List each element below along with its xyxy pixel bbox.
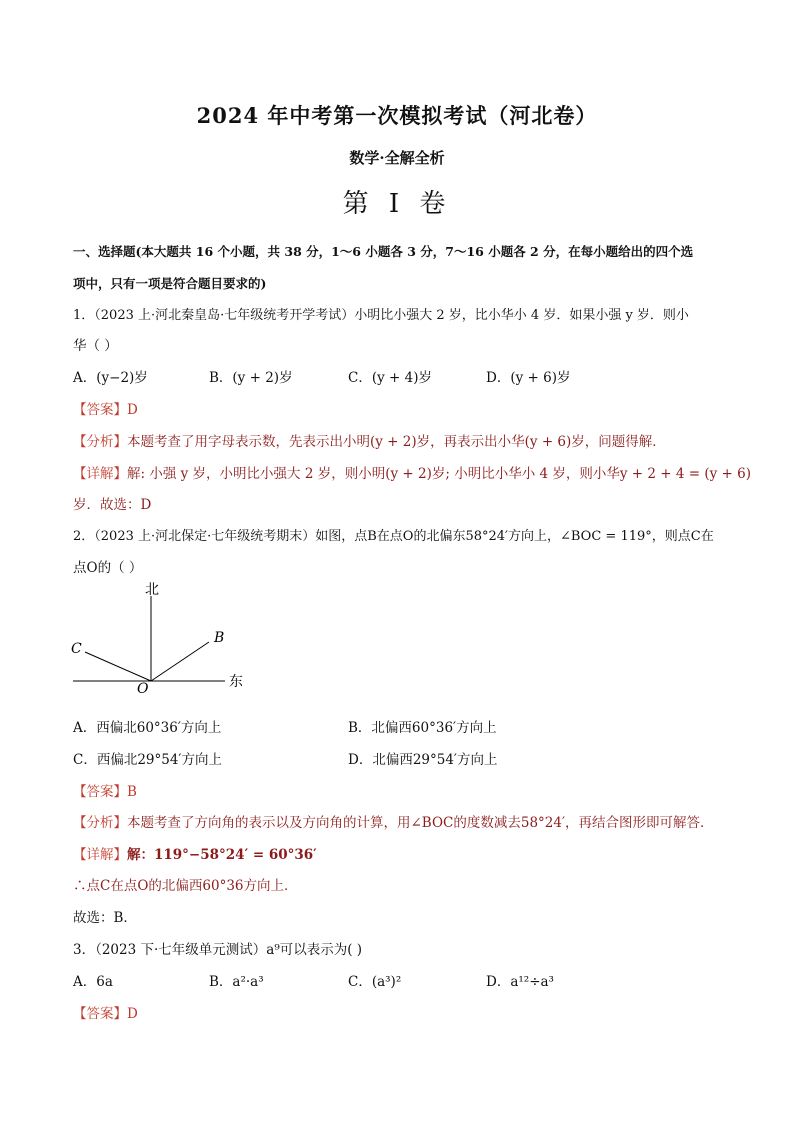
q3-option-d: D．a¹²÷a³	[486, 974, 554, 990]
section-instructions-line2: 项中，只有一项是符合题目要求的)	[73, 276, 267, 291]
q2-stem-line1: 2．（2023 上·河北保定·七年级统考期末）如图，点B在点O的北偏东58°24′方向上，∠BOC = 119°，则点C在	[73, 529, 714, 544]
q2-option-c: C．西偏北29°54′方向上	[73, 752, 223, 768]
document-subtitle: 数学·全解全析	[349, 149, 445, 167]
q2-stem-line2: 点O的（ ）	[73, 560, 143, 576]
east-label: 东	[229, 674, 243, 690]
section-instructions-line1: 一、选择题(本大题共 16 个小题，共 38 分，1～6 小题各 3 分，7～16 小题各 2 分，在每小题给出的四个选	[73, 244, 694, 259]
q3-option-a: A．6a	[73, 974, 113, 990]
q2-option-a: A．西偏北60°36′方向上	[73, 720, 222, 736]
q1-option-a: A．(y−2)岁	[73, 370, 148, 386]
q1-stem-line2: 华（ ）	[73, 338, 118, 354]
detail-text: 解: 小强 y 岁，小明比小强大 2 岁，则小明(y + 2)岁; 小明比小华小 4 岁，则小华y + 2 + 4 = (y + 6)	[127, 466, 752, 482]
q3-answer	[73, 1002, 138, 1022]
q1-answer	[73, 398, 138, 418]
answer-tag: 【答案】	[73, 1006, 127, 1022]
document-title: 2024 年中考第一次模拟考试（河北卷）	[196, 103, 598, 128]
q1-stem-line1: 1．（2023 上·河北秦皇岛·七年级统考开学考试）小明比小强大 2 岁，比小华小 4 岁．如果小强 y 岁．则小	[73, 308, 689, 323]
answer-value: D	[127, 1006, 138, 1022]
q2-detail-line2: ∴点C在点O的北偏西60°36方向上．	[73, 878, 298, 894]
q1-analysis	[73, 430, 666, 450]
answer-tag: 【答案】	[73, 784, 127, 800]
analysis-tag: 【分析】	[73, 815, 127, 831]
q2-option-b: B．北偏西60°36′方向上	[348, 720, 497, 736]
q1-detail-line2: 岁．故选：D	[73, 497, 152, 513]
q3-option-b: B．a²·a³	[209, 974, 264, 990]
detail-tag: 【详解】	[73, 847, 127, 863]
answer-value: D	[127, 402, 138, 418]
answer-value: B	[127, 784, 137, 800]
point-b-label: B	[214, 630, 225, 646]
q3-stem: 3．（2023 下·七年级单元测试）a⁹可以表示为( )	[73, 942, 363, 958]
analysis-text: 本题考查了用字母表示数，先表示出小明(y + 2)岁，再表示出小华(y + 6)岁，问题得解．	[127, 434, 666, 450]
answer-tag: 【答案】	[73, 402, 127, 418]
analysis-text: 本题考查了方向角的表示以及方向角的计算，用∠BOC的度数减去58°24′，再结合图形即可解答．	[127, 815, 714, 831]
point-c-label: C	[71, 641, 82, 657]
q2-analysis	[73, 811, 714, 831]
q2-option-d: D．北偏西29°54′方向上	[348, 752, 498, 768]
ray-ob	[151, 642, 209, 681]
detail-tag: 【详解】	[73, 466, 127, 482]
q2-detail-line3: 故选：B．	[73, 910, 137, 926]
q1-option-b: B．(y + 2)岁	[209, 370, 293, 386]
ray-oc	[85, 652, 151, 681]
q1-option-c: C．(y + 4)岁	[348, 370, 432, 386]
point-o-label: O	[137, 681, 149, 697]
q1-option-d: D．(y + 6)岁	[486, 370, 571, 386]
q3-option-c: C．(a³)²	[348, 974, 402, 990]
q2-answer	[73, 780, 137, 800]
compass-direction-figure	[65, 578, 255, 700]
volume-heading: 第 I 卷	[342, 189, 452, 219]
q2-detail	[73, 843, 317, 863]
detail-text: 解：119°−58°24′ = 60°36′	[127, 847, 317, 863]
north-label: 北	[145, 582, 159, 598]
analysis-tag: 【分析】	[73, 434, 127, 450]
q1-detail	[73, 462, 751, 482]
